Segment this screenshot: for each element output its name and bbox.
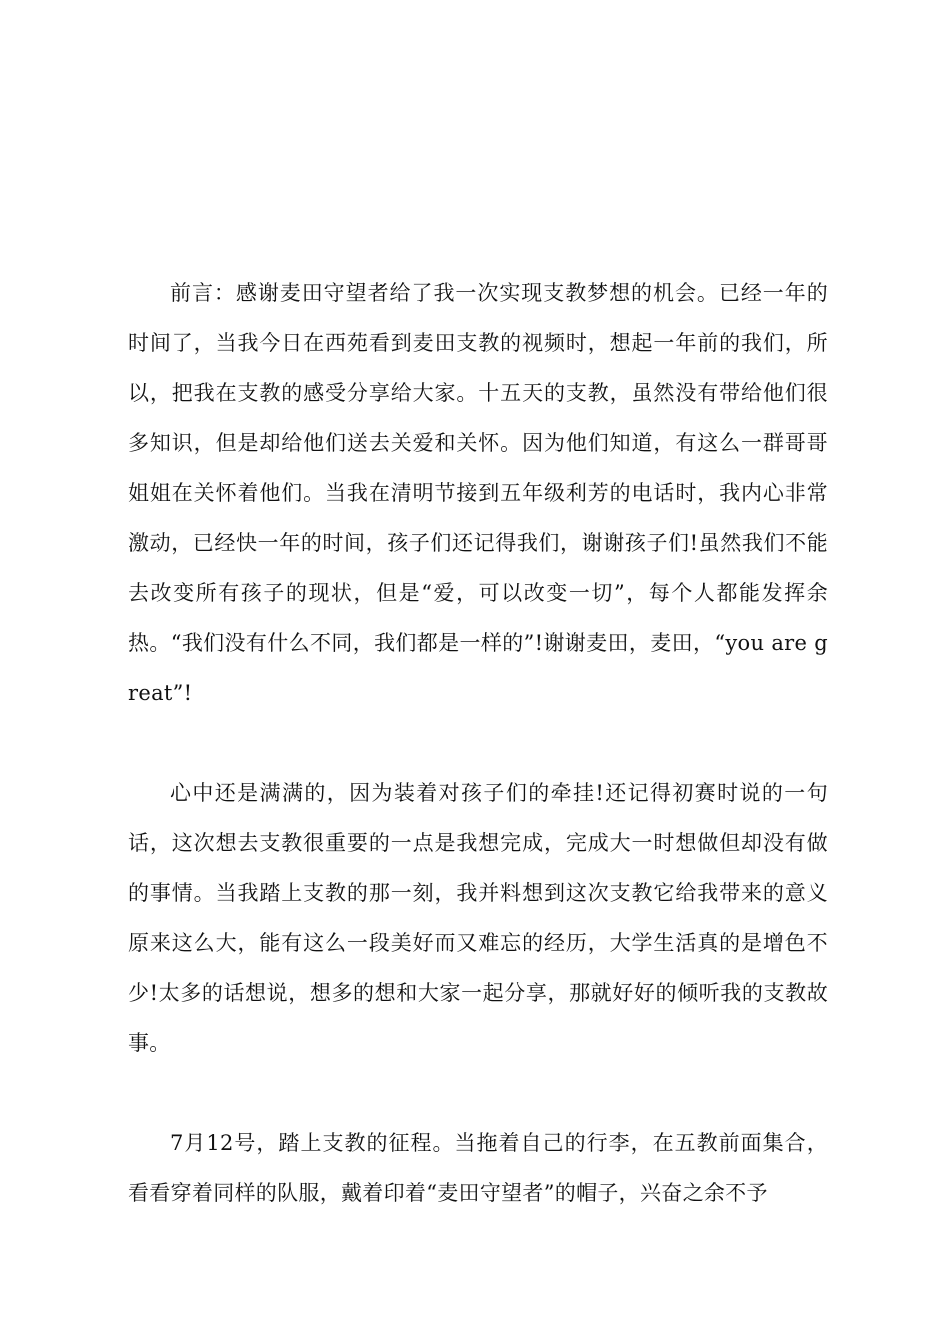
paragraph-departure: 7月12号，踏上支教的征程。当拖着自己的行李，在五教前面集合，看看穿着同样的队服，戴着印着“麦田守望者”的帽子，兴奋之余不予 xyxy=(128,1131,828,1205)
paragraph-preface: 前言：感谢麦田守望者给了我一次实现支教梦想的机会。已经一年的时间了，当我今日在西苑看到麦田支教的视频时，想起一年前的我们，所以，把我在支教的感受分享给大家。十五天的支教，虽然没有带给他们很多知识，但是却给他们送去关爱和关怀。因为他们知道，有这么一群哥哥姐姐在关怀着他们。当我在清明节接到五年级利芳的电话时，我内心非常激动，已经快一年的时间，孩子们还记得我们，谢谢孩子们!虽然我们不能去改变所有孩子的现状，但是“爱，可以改变一切”，每个人都能发挥余热。“我们没有什么不同，我们都是一样的”!谢谢麦田，麦田，“you are great”! xyxy=(128,281,828,705)
paragraph-reflection: 心中还是满满的，因为装着对孩子们的牵挂!还记得初赛时说的一句话，这次想去支教很重要的一点是我想完成，完成大一时想做但却没有做的事情。当我踏上支教的那一刻，我并料想到这次支教它给我带来的意义原来这么大，能有这么一段美好而又难忘的经历，大学生活真的是增色不少!太多的话想说，想多的想和大家一起分享，那就好好的倾听我的支教故事。 xyxy=(128,781,828,1055)
document-body xyxy=(128,268,828,1218)
